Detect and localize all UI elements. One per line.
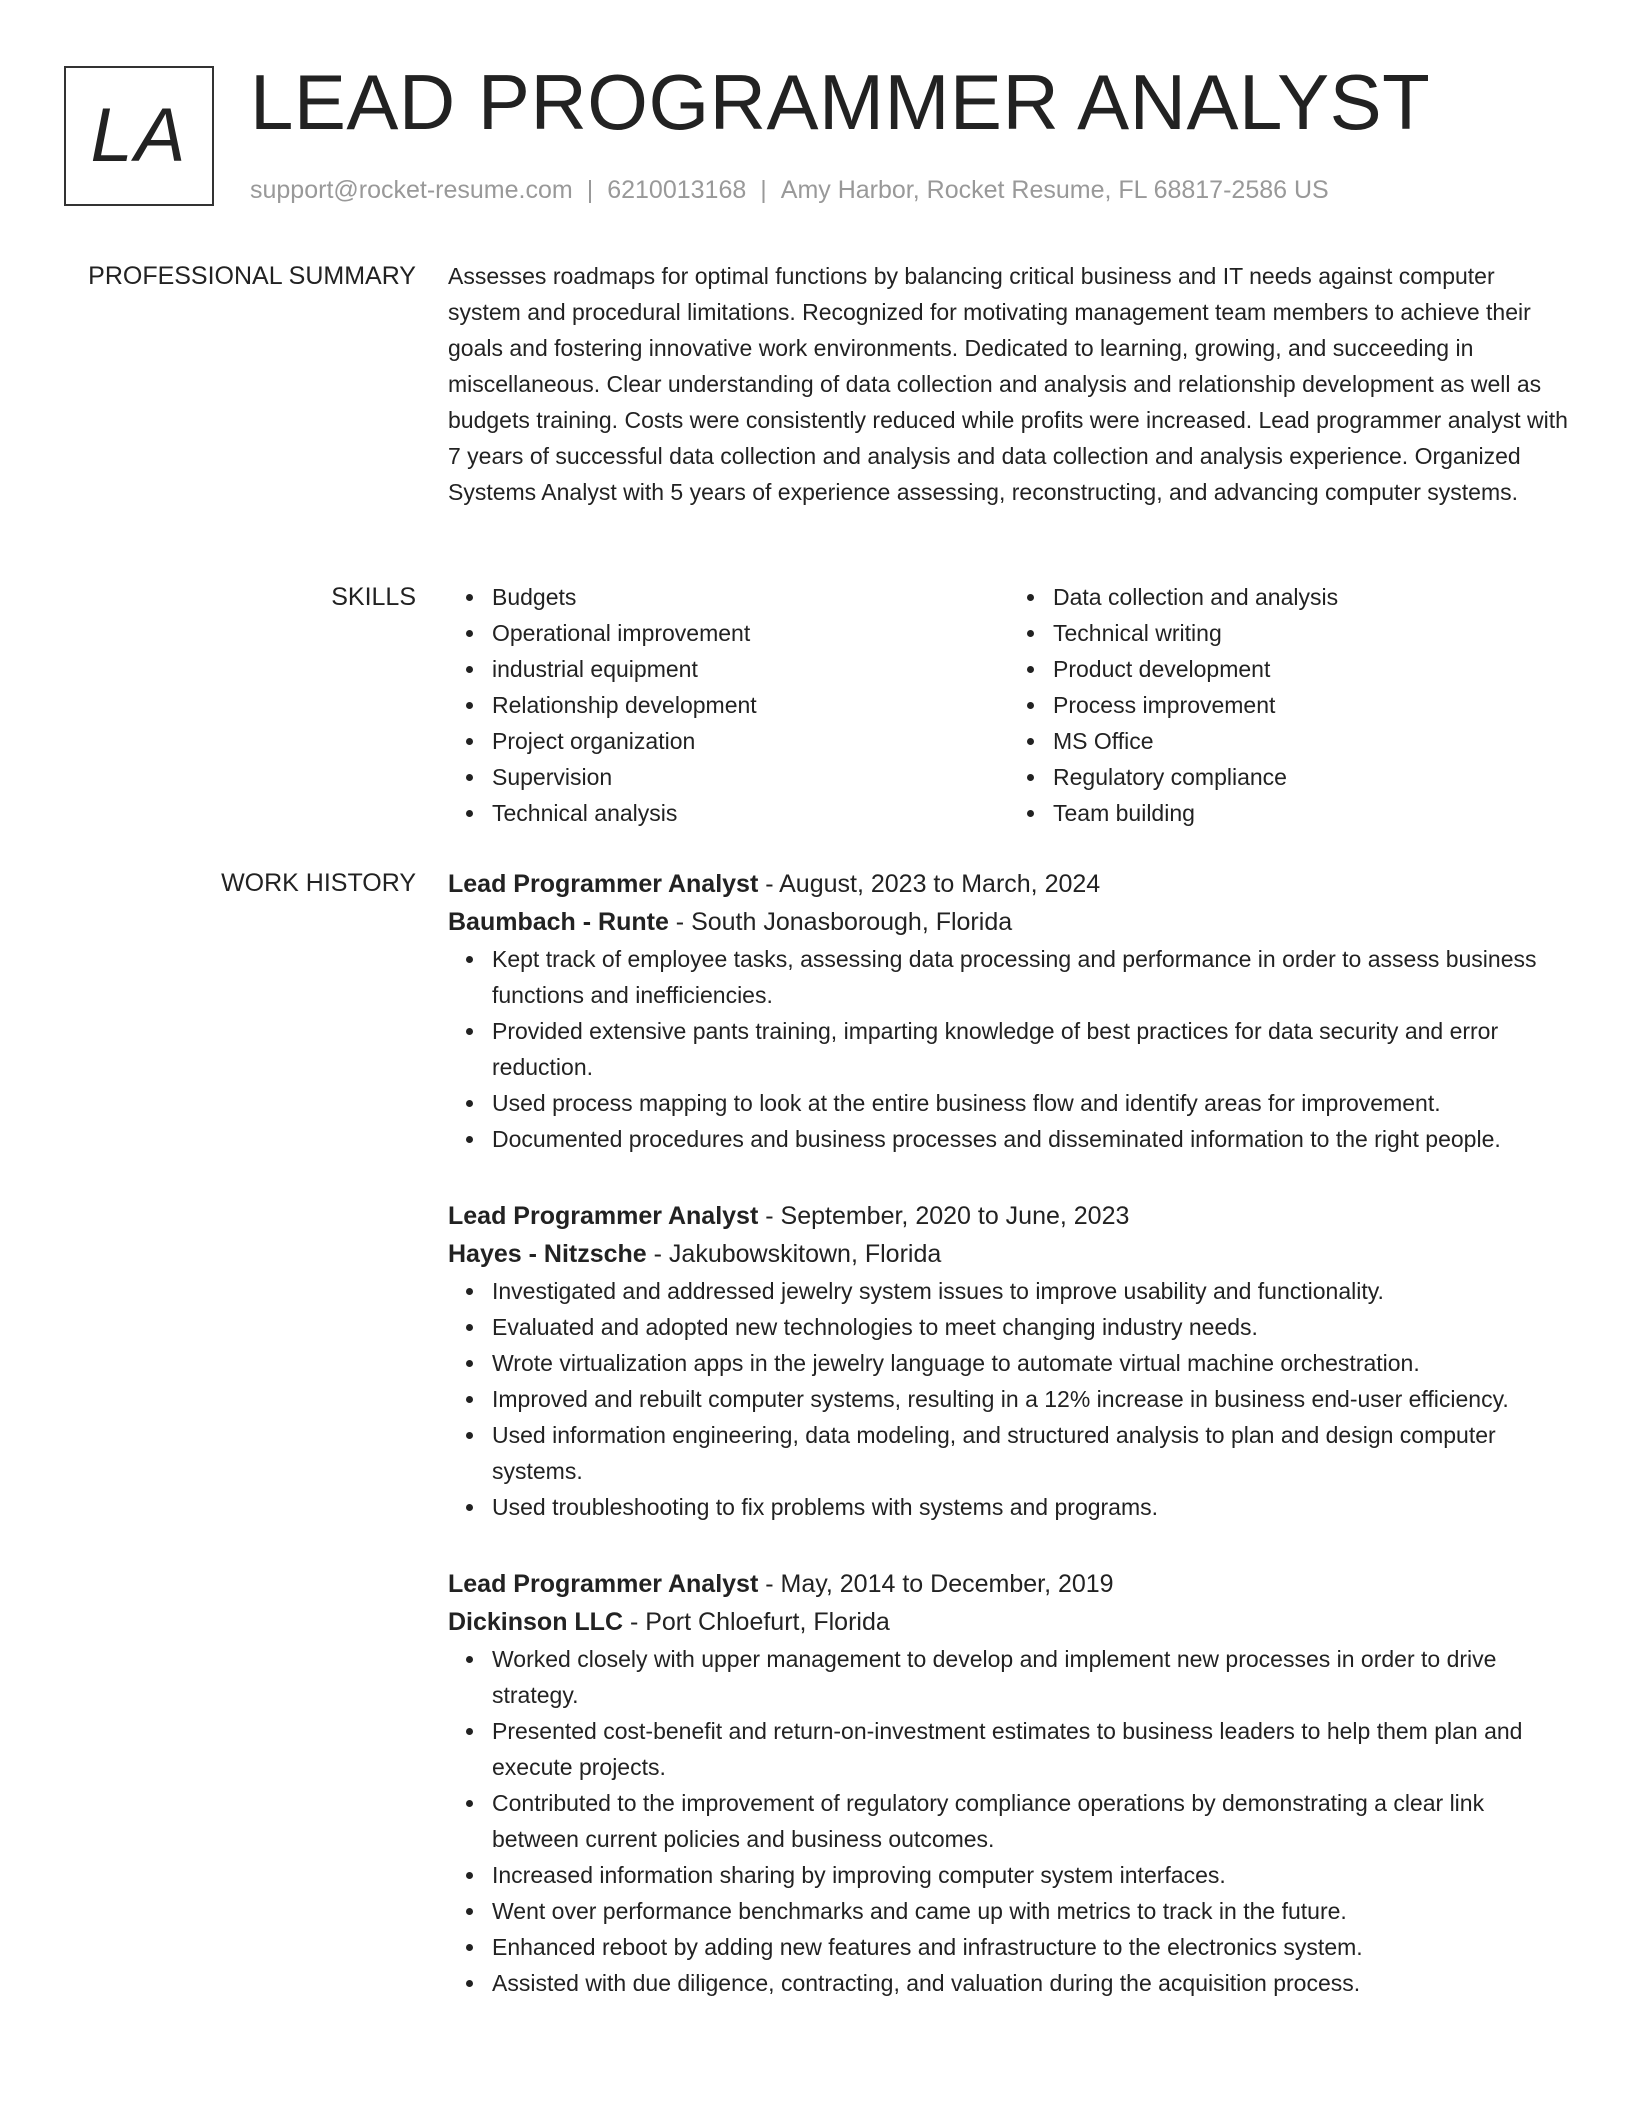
job-dates: - May, 2014 to December, 2019: [758, 1570, 1114, 1598]
job-title-line: [448, 865, 1570, 903]
job-bullet: Presented cost-benefit and return-on-investment estimates to business leaders to help them plan and execute projects.: [492, 1713, 1570, 1785]
job-bullet: Used process mapping to look at the entire business flow and identify areas for improvement.: [492, 1085, 1570, 1121]
job-dates: - August, 2023 to March, 2024: [758, 870, 1101, 898]
contact-separator: |: [586, 176, 594, 204]
skill-item: MS Office: [1053, 723, 1570, 759]
job-title: Lead Programmer Analyst: [448, 1202, 759, 1230]
summary-heading: PROFESSIONAL SUMMARY: [88, 262, 416, 290]
job-bullet-list: [448, 941, 1570, 1157]
job-bullet-list: [448, 1273, 1570, 1525]
job-entry: [448, 1197, 1570, 1525]
job-title: Lead Programmer Analyst: [448, 1570, 759, 1598]
skill-item: Process improvement: [1053, 687, 1570, 723]
job-title: Lead Programmer Analyst: [448, 870, 759, 898]
skill-item: Data collection and analysis: [1053, 579, 1570, 615]
job-bullet: Documented procedures and business processes and disseminated information to the right people.: [492, 1121, 1570, 1157]
skills-list-right: [1009, 579, 1570, 831]
contact-phone[interactable]: 6210013168: [607, 176, 747, 204]
job-bullet: Worked closely with upper management to develop and implement new processes in order to drive strategy.: [492, 1641, 1570, 1713]
skill-item: industrial equipment: [492, 651, 1009, 687]
skills-body: [448, 579, 1570, 831]
skill-item: Technical analysis: [492, 795, 1009, 831]
contact-line: [250, 174, 1329, 206]
contact-email[interactable]: support@rocket-resume.com: [250, 176, 573, 204]
job-location: - Port Chloefurt, Florida: [623, 1608, 890, 1636]
job-company: Baumbach - Runte: [448, 908, 669, 936]
summary-body: [448, 258, 1570, 510]
job-dates: - September, 2020 to June, 2023: [758, 1202, 1130, 1230]
contact-separator: |: [760, 176, 767, 204]
job-company-line: [448, 903, 1570, 941]
job-title-line: [448, 1197, 1570, 1235]
skill-item: Budgets: [492, 579, 1009, 615]
skill-item: Operational improvement: [492, 615, 1009, 651]
job-company: Dickinson LLC: [448, 1608, 624, 1636]
job-location: - South Jonasborough, Florida: [668, 908, 1013, 936]
summary-text: Assesses roadmaps for optimal functions by balancing critical business and IT needs against computer system and procedural limitations. Recognized for motivating management team members to achieve their goals and fostering innovative work environments. Dedicated to learning, growing, and succeeding in miscellaneous. Clear understanding of data collection and analysis and relationship development as well as budgets training. Costs were consistently reduced while profits were increased. Lead programmer analyst with 7 years of successful data collection and analysis and data collection and analysis experience. Organized Systems Analyst with 5 years of experience assessing, reconstructing, and advancing computer systems.: [448, 263, 1568, 505]
job-bullet: Wrote virtualization apps in the jewelry language to automate virtual machine orchestration.: [492, 1345, 1570, 1381]
job-company: Hayes - Nitzsche: [448, 1240, 647, 1268]
monogram-badge: [64, 66, 214, 206]
job-bullet: Evaluated and adopted new technologies to meet changing industry needs.: [492, 1309, 1570, 1345]
job-entry: [448, 1565, 1570, 2001]
work-history-body: [448, 865, 1570, 2041]
job-bullet: Assisted with due diligence, contracting, and valuation during the acquisition process.: [492, 1965, 1570, 2001]
job-bullet: Enhanced reboot by adding new features and infrastructure to the electronics system.: [492, 1929, 1570, 1965]
job-bullet: Went over performance benchmarks and came up with metrics to track in the future.: [492, 1893, 1570, 1929]
skill-item: Supervision: [492, 759, 1009, 795]
skill-item: Relationship development: [492, 687, 1009, 723]
skill-item: Project organization: [492, 723, 1009, 759]
skill-item: Team building: [1053, 795, 1570, 831]
resume-title: LEAD PROGRAMMER ANALYST: [250, 58, 1431, 146]
contact-address: Amy Harbor, Rocket Resume, FL 68817-2586 US: [780, 176, 1329, 204]
skill-item: Technical writing: [1053, 615, 1570, 651]
skill-item: Product development: [1053, 651, 1570, 687]
skills-columns: [448, 579, 1570, 831]
job-bullet: Provided extensive pants training, imparting knowledge of best practices for data security and error reduction.: [492, 1013, 1570, 1085]
job-bullet: Used troubleshooting to fix problems with systems and programs.: [492, 1489, 1570, 1525]
skills-list-left: [448, 579, 1009, 831]
job-bullet: Investigated and addressed jewelry system issues to improve usability and functionality.: [492, 1273, 1570, 1309]
job-entry: [448, 865, 1570, 1157]
job-bullet: Contributed to the improvement of regulatory compliance operations by demonstrating a clear link between current policies and business outcomes.: [492, 1785, 1570, 1857]
job-bullet: Improved and rebuilt computer systems, resulting in a 12% increase in business end-user efficiency.: [492, 1381, 1570, 1417]
skill-item: Regulatory compliance: [1053, 759, 1570, 795]
job-company-line: [448, 1603, 1570, 1641]
job-bullet: Used information engineering, data modeling, and structured analysis to plan and design computer systems.: [492, 1417, 1570, 1489]
job-bullet: Increased information sharing by improving computer system interfaces.: [492, 1857, 1570, 1893]
skills-heading: SKILLS: [331, 583, 416, 611]
job-title-line: [448, 1565, 1570, 1603]
job-location: - Jakubowskitown, Florida: [646, 1240, 942, 1268]
job-bullet: Kept track of employee tasks, assessing data processing and performance in order to assess business functions and inefficiencies.: [492, 941, 1570, 1013]
job-company-line: [448, 1235, 1570, 1273]
work-history-heading: WORK HISTORY: [221, 869, 416, 897]
monogram-initials: LA: [90, 93, 188, 178]
job-bullet-list: [448, 1641, 1570, 2001]
